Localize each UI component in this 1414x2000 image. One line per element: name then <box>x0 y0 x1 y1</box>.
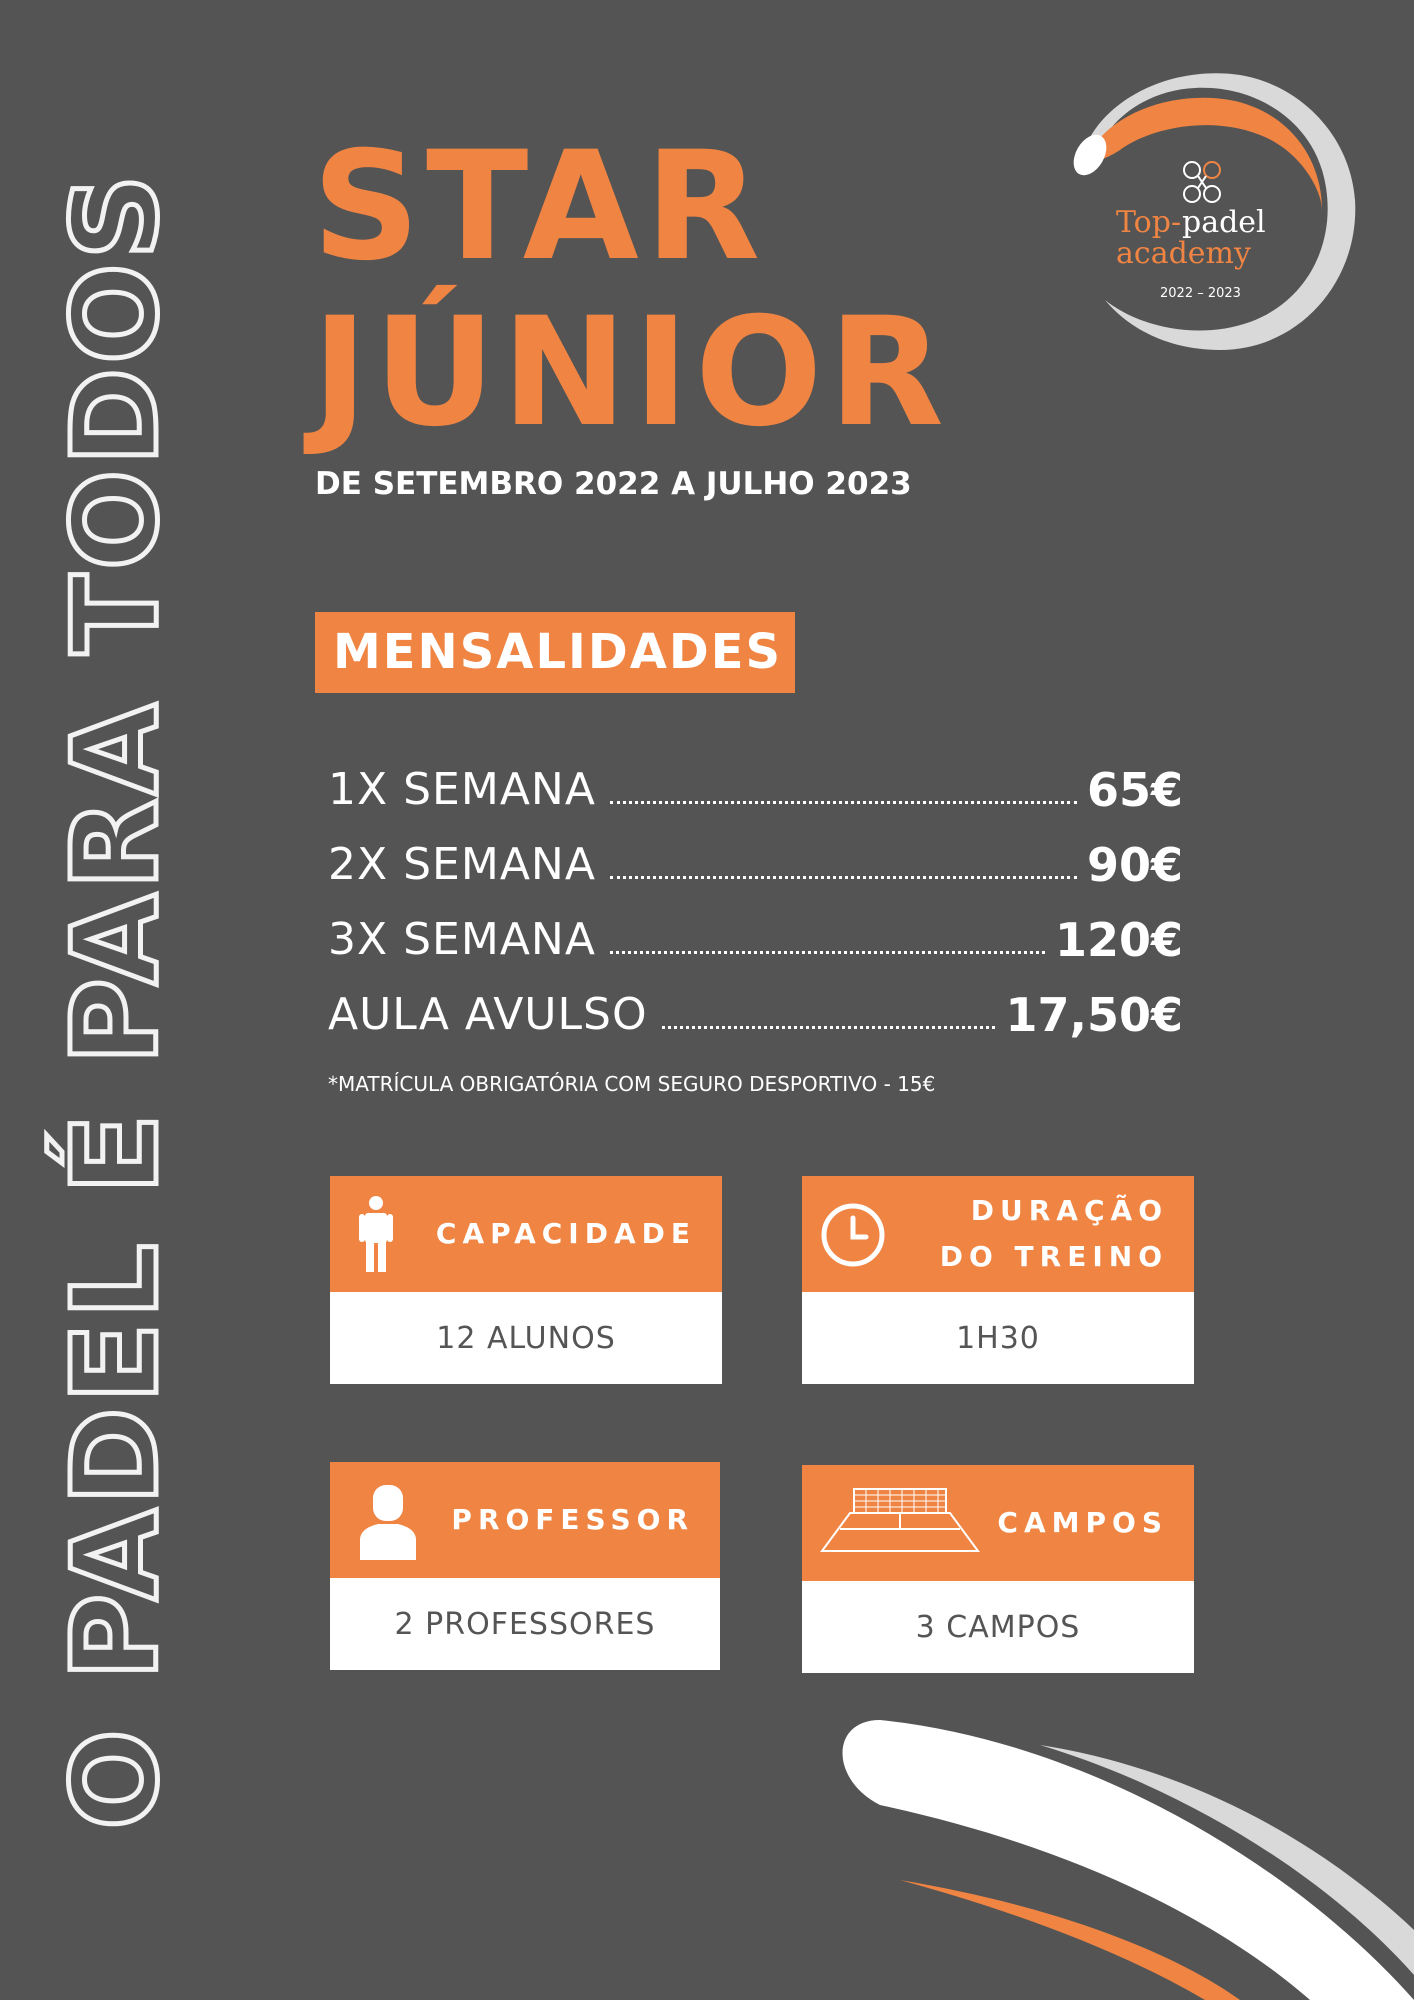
price-row <box>328 760 1183 820</box>
card-value: 12 ALUNOS <box>330 1292 722 1384</box>
price-label: 1X SEMANA <box>328 764 596 815</box>
court-icon <box>820 1483 980 1553</box>
card-label-line-1: DURAÇÃO <box>970 1194 1168 1227</box>
mensalidades-label: MENSALIDADES <box>333 624 783 680</box>
card-value: 3 CAMPOS <box>802 1581 1194 1673</box>
enrollment-note: *MATRÍCULA OBRIGATÓRIA COM SEGURO DESPORTIVO - 15€ <box>328 1072 936 1096</box>
card-header <box>802 1465 1194 1581</box>
vertical-slogan: O PADEL É PARA TODOS <box>46 170 184 1830</box>
price-value: 120€ <box>1054 913 1183 967</box>
season-subtitle: DE SETEMBRO 2022 A JULHO 2023 <box>315 466 912 502</box>
price-label: 3X SEMANA <box>328 914 596 965</box>
logo-text-top: Top- <box>1116 205 1182 240</box>
dotted-leader <box>610 951 1045 954</box>
racket-icon <box>1178 160 1226 206</box>
card-header <box>330 1462 720 1578</box>
price-label: 2X SEMANA <box>328 839 596 890</box>
price-row <box>328 910 1183 970</box>
mensalidades-banner <box>315 612 795 693</box>
price-value: 17,50€ <box>1005 988 1183 1042</box>
card-label: PROFESSOR <box>451 1503 694 1536</box>
logo-text-padel: padel <box>1182 205 1266 240</box>
dotted-leader <box>662 1026 996 1029</box>
card-header <box>802 1176 1194 1292</box>
top-padel-academy-logo <box>1060 60 1360 370</box>
capacidade-card <box>330 1176 722 1384</box>
dotted-leader <box>610 801 1077 804</box>
card-value: 1H30 <box>802 1292 1194 1384</box>
price-row <box>328 985 1183 1045</box>
clock-icon <box>820 1202 886 1268</box>
logo-years: 2022 – 2023 <box>1160 286 1241 301</box>
card-label-line-2: DO TREINO <box>939 1240 1168 1273</box>
duracao-card <box>802 1176 1194 1384</box>
person-icon <box>356 1194 396 1274</box>
card-value: 2 PROFESSORES <box>330 1578 720 1670</box>
dotted-leader <box>610 876 1077 879</box>
price-value: 90€ <box>1086 838 1183 892</box>
professor-card <box>330 1462 720 1670</box>
price-value: 65€ <box>1086 763 1183 817</box>
price-label: AULA AVULSO <box>328 989 648 1040</box>
logo-text-academy: academy <box>1116 236 1251 271</box>
user-icon <box>356 1482 420 1562</box>
card-label: CAPACIDADE <box>435 1217 696 1250</box>
title-line-2: JÚNIOR <box>312 286 950 460</box>
card-header <box>330 1176 722 1292</box>
campos-card <box>802 1465 1194 1673</box>
card-label: CAMPOS <box>997 1506 1168 1539</box>
price-row <box>328 835 1183 895</box>
title-line-1: STAR <box>312 120 767 294</box>
